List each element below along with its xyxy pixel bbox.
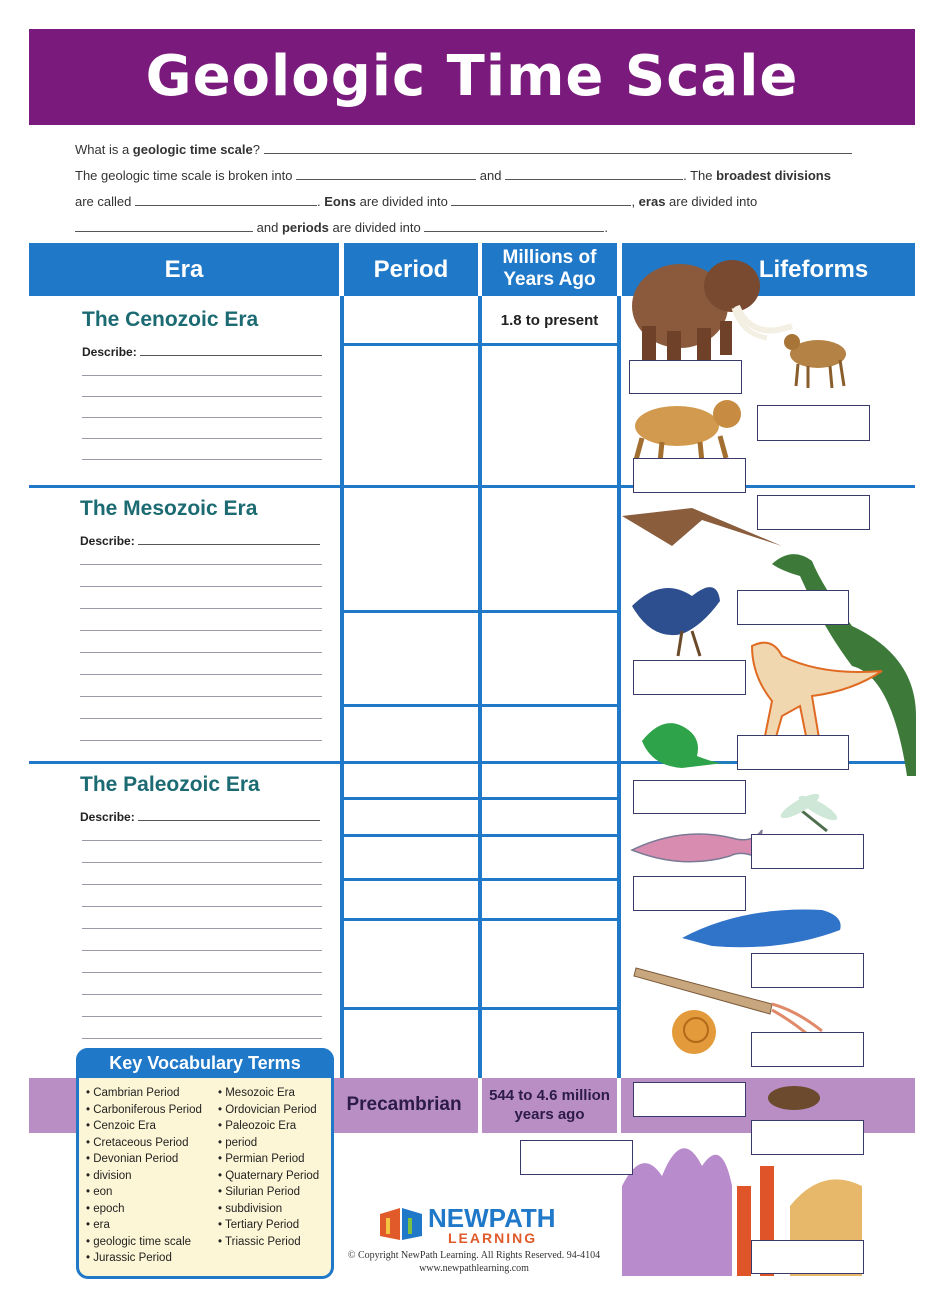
- header-mya-line1: Millions of: [502, 247, 597, 268]
- mammoth-illustration: [632, 260, 792, 361]
- cell-divider: [344, 343, 618, 346]
- question-4: [75, 219, 608, 235]
- answer-blank[interactable]: [451, 193, 631, 206]
- newpath-logo-icon: [378, 1204, 424, 1244]
- grid-line: [478, 296, 482, 1078]
- answer-blank[interactable]: [75, 219, 253, 232]
- header-mya-line2: Years Ago: [503, 269, 596, 290]
- vocabulary-term: • Silurian Period: [218, 1186, 301, 1198]
- paleozoic-writing-lines[interactable]: [82, 840, 322, 1039]
- vocabulary-term: • eon: [86, 1186, 113, 1198]
- deer-illustration: [784, 334, 846, 388]
- copyright-text: © Copyright NewPath Learning. All Rights Reserved. 94-4104: [347, 1250, 601, 1261]
- sabertooth-illustration: [635, 400, 741, 462]
- answer-blank[interactable]: [424, 219, 604, 232]
- cell-divider: [344, 797, 618, 800]
- grid-line: [340, 296, 344, 1078]
- lifeform-label-box[interactable]: [633, 1082, 746, 1117]
- header-era-label: Era: [164, 256, 204, 283]
- ammonite-illustration: [672, 1010, 716, 1054]
- header-period: [344, 243, 478, 296]
- brand-name: NEWPATH: [428, 1203, 556, 1233]
- mesozoic-title: The Mesozoic Era: [80, 497, 258, 520]
- brand-url[interactable]: www.newpathlearning.com: [419, 1263, 529, 1274]
- lifeform-label-box[interactable]: [737, 735, 849, 770]
- vocabulary-term: • subdivision: [218, 1202, 283, 1215]
- grid-line: [617, 1078, 621, 1133]
- trilobite-illustration: [768, 1086, 820, 1110]
- lifeform-label-box[interactable]: [737, 590, 849, 625]
- vocabulary-term: • Paleozoic Era: [218, 1120, 297, 1132]
- lifeform-label-box[interactable]: [633, 660, 746, 695]
- lifeform-label-box[interactable]: [751, 1120, 864, 1155]
- vocabulary-column-1: [86, 1085, 216, 1267]
- lifeform-label-box[interactable]: [751, 834, 864, 869]
- describe-label: Describe:: [80, 810, 135, 824]
- question-bold: periods: [281, 220, 329, 235]
- vocabulary-heading: Key Vocabulary Terms: [76, 1048, 334, 1078]
- dragonfly-illustration: [778, 790, 840, 831]
- cenozoic-describe: [82, 343, 322, 359]
- answer-blank[interactable]: [505, 167, 683, 180]
- cell-divider: [344, 704, 618, 707]
- header-era: [29, 243, 339, 296]
- cell-divider: [344, 610, 618, 613]
- mesozoic-writing-lines[interactable]: [80, 564, 322, 741]
- lifeform-label-box[interactable]: [629, 360, 742, 394]
- answer-blank[interactable]: [264, 141, 852, 154]
- grid-line: [617, 296, 621, 1078]
- header-mya: [482, 243, 617, 296]
- lungfish-illustration: [682, 910, 841, 948]
- question-text: ?: [252, 142, 260, 157]
- question-text: are divided into: [665, 194, 758, 209]
- answer-blank[interactable]: [296, 167, 476, 180]
- fish-illustration: [632, 830, 762, 862]
- question-text: and: [479, 168, 502, 183]
- vocabulary-term: • Triassic Period: [218, 1235, 301, 1248]
- lifeform-label-box[interactable]: [751, 1032, 864, 1067]
- lifeform-label-box[interactable]: [757, 405, 870, 441]
- header-period-label: Period: [373, 256, 449, 283]
- question-text: are divided into: [328, 220, 421, 235]
- paleozoic-title: The Paleozoic Era: [80, 773, 260, 796]
- vocabulary-term: • division: [86, 1169, 132, 1182]
- paleozoic-describe: [80, 808, 320, 824]
- vocabulary-term: • Quaternary Period: [218, 1169, 320, 1182]
- header-lifeforms-label: Lifeforms: [758, 256, 869, 283]
- cenozoic-writing-lines[interactable]: [82, 375, 322, 460]
- answer-blank[interactable]: [138, 808, 320, 821]
- cenozoic-years: 1.8 to present: [500, 312, 599, 329]
- vocabulary-column-2: [218, 1085, 326, 1250]
- cenozoic-title: The Cenozoic Era: [82, 308, 259, 331]
- precambrian-label: Precambrian: [346, 1094, 462, 1115]
- question-3: [75, 193, 757, 209]
- vocabulary-term: • Ordovician Period: [218, 1103, 317, 1116]
- question-text: ,: [631, 194, 639, 209]
- vocabulary-term: • Cenzoic Era: [86, 1120, 156, 1132]
- answer-blank[interactable]: [140, 343, 322, 356]
- cell-divider: [344, 918, 618, 921]
- question-bold: Eons: [324, 194, 357, 209]
- describe-label: Describe:: [82, 345, 137, 359]
- vocabulary-term: • epoch: [86, 1202, 125, 1215]
- question-bold: broadest divisions: [716, 168, 831, 183]
- question-2: [75, 167, 831, 183]
- lifeform-label-box[interactable]: [633, 876, 746, 911]
- question-text: .: [604, 220, 608, 235]
- cell-divider: [344, 878, 618, 881]
- vocabulary-term: • Cretaceous Period: [86, 1136, 189, 1149]
- answer-blank[interactable]: [135, 193, 317, 206]
- vocabulary-term: • Devonian Period: [86, 1153, 179, 1165]
- precambrian-years: [482, 1086, 617, 1124]
- cell-divider: [344, 834, 618, 837]
- vocabulary-term: • Carboniferous Period: [86, 1103, 202, 1116]
- question-bold: eras: [638, 194, 666, 209]
- question-text: are called: [75, 194, 132, 209]
- question-text: What is a: [75, 142, 133, 157]
- answer-blank[interactable]: [138, 532, 320, 545]
- vocabulary-term: • geologic time scale: [86, 1235, 192, 1248]
- vocabulary-term: • era: [86, 1219, 110, 1231]
- question-text: are divided into: [356, 194, 448, 209]
- cell-divider: [344, 1007, 618, 1010]
- vocabulary-term: • Permian Period: [218, 1153, 305, 1165]
- question-text: and: [256, 220, 282, 235]
- question-1: [75, 141, 852, 157]
- lizard-illustration: [642, 723, 732, 768]
- lifeform-label-box[interactable]: [520, 1140, 633, 1175]
- archaeopteryx-illustration: [632, 587, 720, 656]
- precambrian-years-line1: 544 to 4.6 million: [489, 1087, 610, 1104]
- page-title: Geologic Time Scale: [145, 44, 799, 109]
- lifeform-label-box[interactable]: [751, 1240, 864, 1274]
- vocabulary-term: • Cambrian Period: [86, 1087, 180, 1099]
- vocabulary-term: • period: [218, 1136, 258, 1149]
- vocabulary-term: • Tertiary Period: [218, 1219, 300, 1231]
- brand-subname: LEARNING: [448, 1230, 538, 1246]
- lifeform-label-box[interactable]: [633, 780, 746, 814]
- lifeform-label-box[interactable]: [757, 495, 870, 530]
- lifeform-label-box[interactable]: [751, 953, 864, 988]
- vocabulary-term: • Mesozoic Era: [218, 1087, 295, 1099]
- question-text: . The: [683, 168, 717, 183]
- question-text: .: [317, 194, 325, 209]
- mesozoic-describe: [80, 532, 320, 548]
- question-bold: geologic time scale: [132, 142, 253, 157]
- describe-label: Describe:: [80, 534, 135, 548]
- lifeform-label-box[interactable]: [633, 458, 746, 493]
- precambrian-years-line2: years ago: [514, 1106, 585, 1123]
- question-text: The geologic time scale is broken into: [75, 168, 293, 183]
- vocabulary-term: • Jurassic Period: [86, 1252, 172, 1264]
